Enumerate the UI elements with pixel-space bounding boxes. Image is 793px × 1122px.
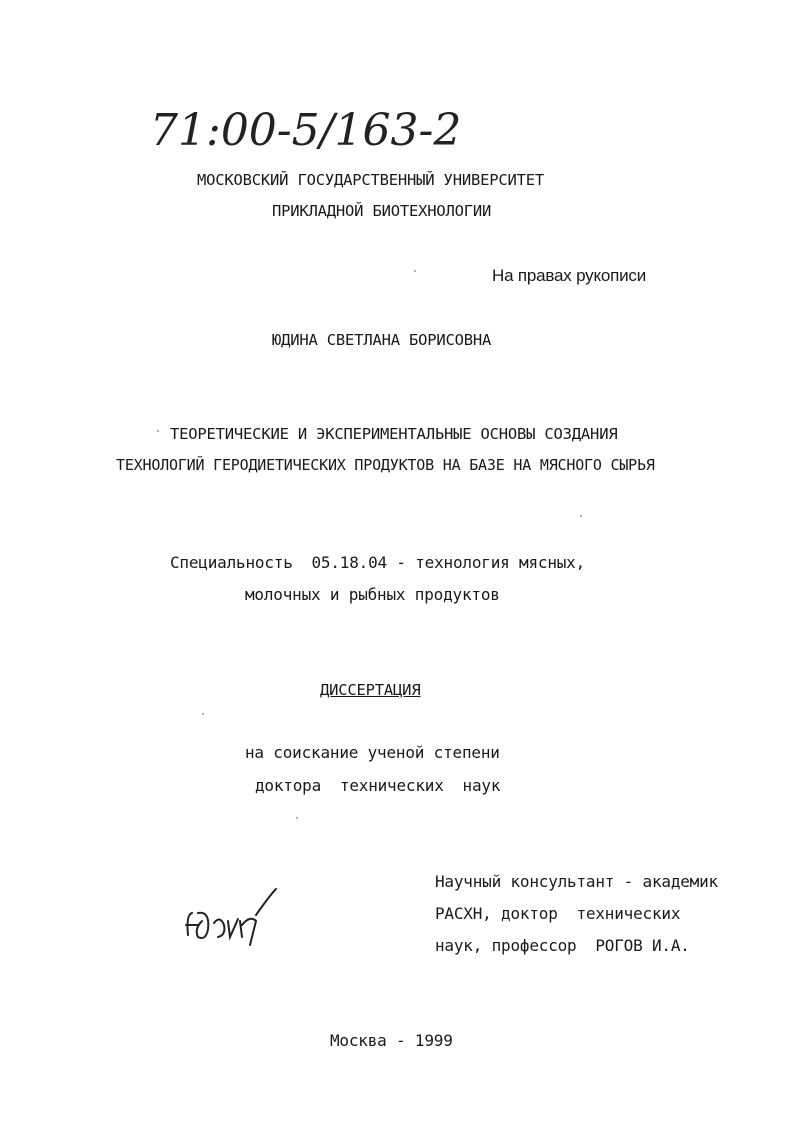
consultant-line-2: РАСХН, доктор технических — [435, 904, 681, 923]
consultant-line-1: Научный консультант - академик — [435, 872, 718, 891]
archive-code-text: 71:00-5/163-2 — [150, 105, 462, 156]
scan-speck — [157, 430, 159, 432]
university-line-2: ПРИКЛАДНОЙ БИОТЕХНОЛОГИИ — [272, 202, 492, 220]
scan-speck — [414, 270, 416, 272]
university-line-1: МОСКОВСКИЙ ГОСУДАРСТВЕННЫЙ УНИВЕРСИТЕТ — [197, 171, 545, 189]
scan-speck — [296, 817, 298, 819]
rights-note: На правах рукописи — [492, 266, 647, 285]
scan-speck — [580, 515, 582, 517]
title-line-1: ТЕОРЕТИЧЕСКИЕ И ЭКСПЕРИМЕНТАЛЬНЫЕ ОСНОВЫ СОЗДАНИЯ — [170, 425, 618, 443]
author-name: ЮДИНА СВЕТЛАНА БОРИСОВНА — [272, 331, 492, 349]
consultant-line-3: наук, профессор РОГОВ И.А. — [435, 936, 690, 955]
place-and-year: Москва - 1999 — [330, 1031, 453, 1050]
degree-line-2: доктора технических наук — [255, 776, 501, 795]
degree-line-1: на соискание ученой степени — [245, 743, 500, 762]
scan-speck — [202, 713, 204, 715]
document-type: ДИССЕРТАЦИЯ — [320, 681, 421, 699]
specialty-line-1: Специальность 05.18.04 - технология мясных, — [170, 553, 586, 572]
handwritten-signature — [180, 885, 290, 955]
title-line-2: ТЕХНОЛОГИЙ ГЕРОДИЕТИЧЕСКИХ ПРОДУКТОВ НА БАЗЕ НА МЯСНОГО СЫРЬЯ — [116, 456, 655, 474]
specialty-line-2: молочных и рыбных продуктов — [245, 585, 500, 604]
archive-code-handwritten — [145, 95, 485, 165]
